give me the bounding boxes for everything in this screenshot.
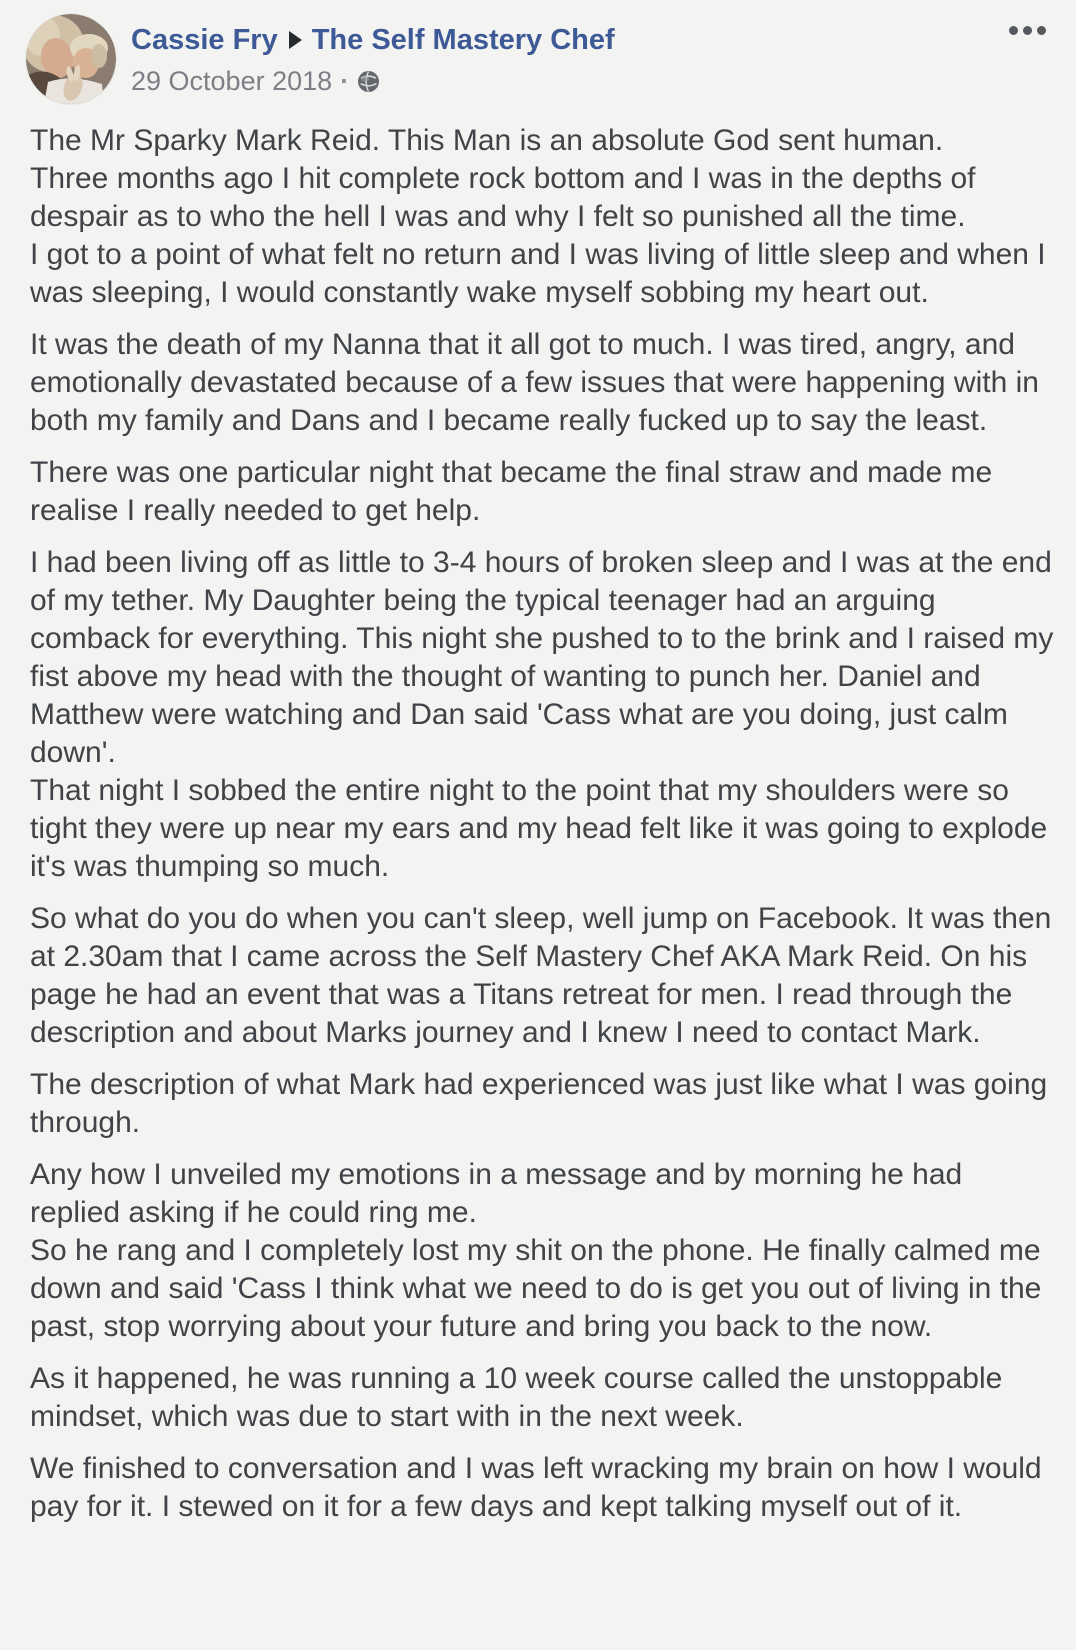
author-link[interactable]: Cassie Fry [131, 24, 278, 56]
post-paragraph-6: The description of what Mark had experienced was just like what I was going through. [30, 1068, 1048, 1139]
post-header [0, 0, 1076, 104]
post-paragraph-7: Any how I unveiled my emotions in a message and by morning he had replied asking if he could ring me. So he rang and I completely lost my shit on the phone. He finally calmed me down and said 'Cass I think what we need to do is get you out of living in the past, stop worrying about your future and bring you back to the now. [30, 1158, 1042, 1343]
post-paragraph-8: As it happened, he was running a 10 week course called the unstoppable mindset, which was due to start with in the next week. [30, 1362, 1003, 1433]
privacy-globe-icon [357, 70, 380, 93]
shared-to-arrow-icon [289, 31, 302, 49]
post-paragraph-5: So what do you do when you can't sleep, well jump on Facebook. It was then at 2.30am that I came across the Self Mastery Chef AKA Mark Reid. On his page he had an event that was a Titans retreat for men. I read through the description and about Marks journey and I knew I need to contact Mark. [30, 902, 1052, 1049]
post-meta-row [131, 66, 615, 97]
post-options-button[interactable] [1007, 20, 1048, 41]
ellipsis-dot [1009, 26, 1018, 35]
ellipsis-dot [1037, 26, 1046, 35]
post-title-row [131, 23, 615, 58]
post-paragraph-4: I had been living off as little to 3-4 hours of broken sleep and I was at the end of my tether. My Daughter being the typical teenager had an arguing comback for everything. This night she pushed to to the brink and I raised my fist above my head with the thought of wanting to punch her. Daniel and Matthew were watching and Dan said 'Cass what are you doing, just calm down'. That night I sobbed the entire night to the point that my shoulders were so tight they were up near my ears and my head felt like it was going to explode it's was thumping so much. [30, 546, 1054, 883]
avatar-photo [26, 14, 116, 104]
post-paragraph-2: It was the death of my Nanna that it all got to much. I was tired, angry, and emotionally devastated because of a few issues that were happening with in both my family and Dans and I became really fucked up to say the least. [30, 328, 1039, 437]
post-header-info [131, 14, 615, 97]
post-paragraph-1: The Mr Sparky Mark Reid. This Man is an absolute God sent human. Three months ago I hit complete rock bottom and I was in the depths of despair as to who the hell I was and why I felt so punished all the time. I got to a point of what felt no return and I was living of little sleep and when I was sleeping, I would constantly wake myself sobbing my heart out. [30, 124, 1046, 309]
post-paragraph-9: We finished to conversation and I was left wracking my brain on how I would pay for it. I stewed on it for a few days and kept talking myself out of it. [30, 1452, 1042, 1523]
shared-to-link[interactable]: The Self Mastery Chef [311, 24, 615, 56]
post-date-link[interactable]: 29 October 2018 [131, 65, 333, 96]
meta-separator: · [340, 65, 350, 96]
post-body [0, 104, 1076, 1526]
ellipsis-dot [1023, 26, 1032, 35]
post-paragraph-3: There was one particular night that became the final straw and made me realise I really needed to get help. [30, 456, 993, 527]
avatar[interactable] [26, 14, 116, 104]
